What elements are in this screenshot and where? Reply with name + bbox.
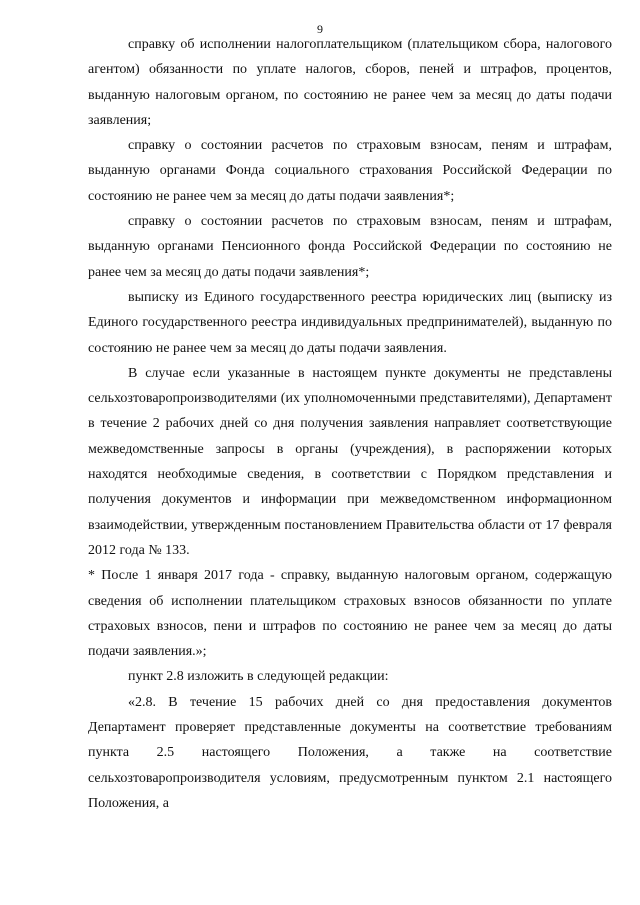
- page-number: 9: [317, 22, 323, 36]
- paragraph-clause-2-8: «2.8. В течение 15 рабочих дней со дня предоставления документов Департамент проверяет представленные документы на соответствие требованиям пункта 2.5 настоящего Положения, а также на соответствие сельхозтоваропроизводителя условиям, предусмотренным пунктом 2.1 настоящего Положения, а: [88, 694, 612, 811]
- paragraph-clause-2-8-intro: пункт 2.8 изложить в следующей редакции:: [128, 669, 389, 685]
- paragraph-pension-fund-certificate: справку о состоянии расчетов по страховым взносам, пеням и штрафам, выданную органами Пенсионного фонда Российской Федерации по состоянию не ранее чем за месяц до даты подачи заявления*;: [88, 214, 612, 280]
- paragraph-tax-certificate: справку об исполнении налогоплательщиком (плательщиком сбора, налогового агентом) обязанности по уплате налогов, сборов, пеней и штрафов, процентов, выданную налоговым органом, по состоянию не ранее чем за месяц до даты подачи заявления;: [88, 37, 612, 128]
- paragraph-footnote: * После 1 января 2017 года - справку, выданную налоговым органом, содержащую сведения об исполнении плательщиком страховых взносов обязанности по уплате страховых взносов, пени и штрафов по состоянию не ранее чем за месяц до даты подачи заявления.»;: [88, 568, 612, 660]
- paragraph-registry-extract: выписку из Единого государственного реестра юридических лиц (выписку из Единого государственного реестра индивидуальных предпринимателей), выданную по состоянию не ранее чем за месяц до даты подачи заявления.: [88, 289, 612, 356]
- document-body: [88, 32, 612, 816]
- paragraph-social-insurance-certificate: справку о состоянии расчетов по страховым взносам, пеням и штрафам, выданную органами Фонда социального страхования Российской Федерации по состоянию не ранее чем за месяц до даты подачи заявления*;: [88, 138, 612, 204]
- paragraph-interagency-requests: В случае если указанные в настоящем пункте документы не представлены сельхозтоваропроизводителями (их уполномоченными представителями), Департамент в течение 2 рабочих дней со дня получения заявления направляет соответствующие межведомственные запросы в органы (учреждения), в распоряжении которых находятся необходимые сведения, в соответствии с Порядком представления и получения документов и информации при межведомственном информационном взаимодействии, утвержденным постановлением Правительства области от 17 февраля 2012 года № 133.: [88, 365, 612, 558]
